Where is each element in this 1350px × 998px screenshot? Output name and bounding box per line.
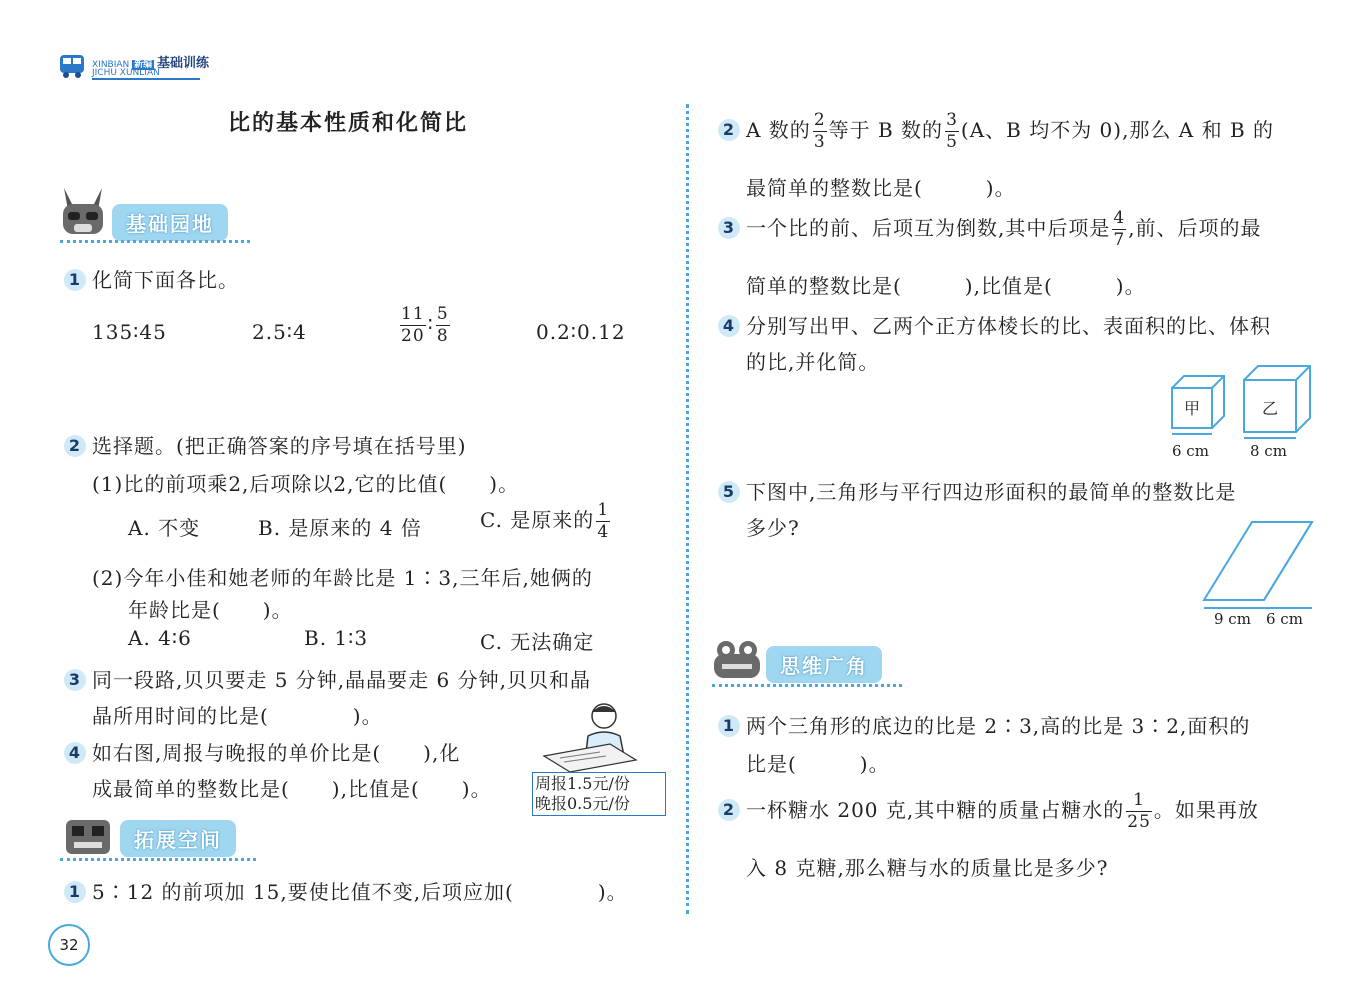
center-divider <box>686 104 689 914</box>
cube-dim-1: 6 cm <box>1172 442 1209 460</box>
q1-item-1: 135∶45 <box>92 320 167 344</box>
thinking-question-1 <box>718 710 1250 739</box>
question-text: 化简下面各比。 <box>92 268 239 292</box>
robot-icon <box>60 816 116 860</box>
question-text: 选择题。(把正确答案的序号填在括号里) <box>92 434 467 458</box>
logo-title: 基础训练 <box>157 56 210 71</box>
thinking-question-2 <box>718 792 1259 831</box>
fraction-top: 1 <box>597 500 610 520</box>
q1-item-3 <box>398 306 452 345</box>
q2-p2-option-a: A. 4∶6 <box>128 626 192 650</box>
question-text: 一杯糖水 200 克,其中糖的质量占糖水的 <box>746 798 1125 822</box>
right-question-4 <box>718 310 1271 339</box>
fraction-top: 2 <box>813 110 826 130</box>
question-text: 同一段路,贝贝要走 5 分钟,晶晶要走 6 分钟,贝贝和晶 <box>92 668 591 692</box>
extend-question-1 <box>64 876 628 905</box>
question-text-tail: (A、B 均不为 0),那么 A 和 B 的 <box>960 118 1275 142</box>
fraction-top: 5 <box>436 304 449 324</box>
fraction-top: 4 <box>1113 208 1126 228</box>
logo-line2: JICHU XUNLIAN <box>92 68 200 80</box>
cube-label-1: 甲 <box>1184 399 1201 418</box>
question-1 <box>64 264 239 293</box>
right-question-2 <box>718 112 1274 151</box>
logo-tag: 新编 <box>134 60 153 70</box>
question-number: 3 <box>718 217 740 239</box>
q2-part1: (1)比的前项乘2,后项除以2,它的比值( )。 <box>92 472 520 496</box>
q1-item-2: 2.5∶4 <box>252 320 307 344</box>
para-dim-1: 9 cm <box>1214 610 1251 628</box>
q2-part2-line1: (2)今年小佳和她老师的年龄比是 1∶3,三年后,她俩的 <box>92 566 593 590</box>
price-weekly: 周报1.5元/份 <box>535 774 630 793</box>
fraction-bottom: 20 <box>401 326 425 346</box>
right-q5-line2: 多少? <box>746 516 800 540</box>
question-text: 5∶12 的前项加 15,要使比值不变,后项应加( )。 <box>92 880 628 904</box>
question-text: 下图中,三角形与平行四边形面积的最简单的整数比是 <box>746 480 1237 504</box>
page-number: 32 <box>48 924 90 966</box>
question-4 <box>64 737 460 766</box>
question-text: 如右图,周报与晚报的单价比是( ),化 <box>92 741 461 765</box>
fraction-bottom: 7 <box>1113 230 1126 250</box>
question-number: 2 <box>718 799 740 821</box>
right-question-5 <box>718 476 1236 505</box>
fraction-top: 3 <box>946 110 958 130</box>
question-text-mid: 等于 B 数的 <box>828 118 944 142</box>
question-number: 1 <box>718 715 740 737</box>
thinking-q1-line2: 比是( )。 <box>746 752 890 776</box>
para-dim-2: 6 cm <box>1266 610 1303 628</box>
right-q3-line2: 简单的整数比是( ),比值是( )。 <box>746 274 1146 298</box>
right-q4-line2: 的比,并化简。 <box>746 350 880 374</box>
q2-p1-option-b: B. 是原来的 4 倍 <box>258 516 422 540</box>
question-3 <box>64 664 591 693</box>
reading-person-illustration <box>540 700 660 772</box>
question-number: 1 <box>64 269 86 291</box>
fraction-bottom: 8 <box>436 326 449 346</box>
section-extend-label: 拓展空间 <box>120 820 236 857</box>
question-number: 4 <box>64 742 86 764</box>
right-q2-line2: 最简单的整数比是( )。 <box>746 176 1016 200</box>
q2-p1-option-c <box>480 502 612 541</box>
page-title: 比的基本性质和化简比 <box>228 111 469 136</box>
q2-p2-option-c: C. 无法确定 <box>480 630 595 654</box>
question-text-tail: ,前、后项的最 <box>1128 216 1262 240</box>
question-number: 5 <box>718 481 740 503</box>
question-number: 2 <box>718 119 740 141</box>
section-basic-label: 基础园地 <box>112 204 228 241</box>
logo-line1: XINBIAN <box>92 60 130 70</box>
divider <box>712 684 902 687</box>
price-sign <box>532 772 666 816</box>
right-question-3 <box>718 210 1262 249</box>
fraction-bottom: 3 <box>813 132 826 152</box>
fraction-top: 1 <box>1126 792 1152 812</box>
question-number: 4 <box>718 315 740 337</box>
bus-icon <box>58 52 88 80</box>
question-text: 一个比的前、后项互为倒数,其中后项是 <box>746 216 1111 240</box>
fraction-bottom: 5 <box>946 132 958 152</box>
q2-p1-option-a: A. 不变 <box>128 516 201 540</box>
rabbit-icon <box>60 186 106 238</box>
section-thinking-label: 思维广角 <box>766 646 882 683</box>
question-text: 两个三角形的底边的比是 2∶3,高的比是 3∶2,面积的 <box>746 714 1251 738</box>
question-number: 1 <box>64 881 86 903</box>
q2-p2-option-b: B. 1∶3 <box>304 626 369 650</box>
divider <box>60 240 250 243</box>
option-text: C. 是原来的 <box>480 508 595 532</box>
frog-icon <box>712 638 762 682</box>
question-number: 3 <box>64 669 86 691</box>
q2-part2-line2: 年龄比是( )。 <box>128 598 293 622</box>
q1-item-4: 0.2∶0.12 <box>536 320 626 344</box>
parallelogram-diagram <box>1200 518 1320 614</box>
q3-line2: 晶所用时间的比是( )。 <box>92 704 383 728</box>
cube-label-2: 乙 <box>1262 399 1279 418</box>
divider <box>60 858 256 861</box>
fraction-bottom: 25 <box>1127 812 1151 832</box>
ratio-sep: ∶ <box>427 312 434 336</box>
cube-dim-2: 8 cm <box>1250 442 1287 460</box>
fraction-bottom: 4 <box>597 522 610 542</box>
question-2 <box>64 430 467 459</box>
fraction-top: 11 <box>401 304 425 324</box>
thinking-q2-line2: 入 8 克糖,那么糖与水的质量比是多少? <box>746 856 1109 880</box>
q4-line2: 成最简单的整数比是( ),比值是( )。 <box>92 777 492 801</box>
question-text-tail: 。如果再放 <box>1153 798 1259 822</box>
price-evening: 晚报0.5元/份 <box>535 794 630 813</box>
question-text: A 数的 <box>746 118 811 142</box>
question-number: 2 <box>64 435 86 457</box>
question-text: 分别写出甲、乙两个正方体棱长的比、表面积的比、体积 <box>746 314 1271 338</box>
